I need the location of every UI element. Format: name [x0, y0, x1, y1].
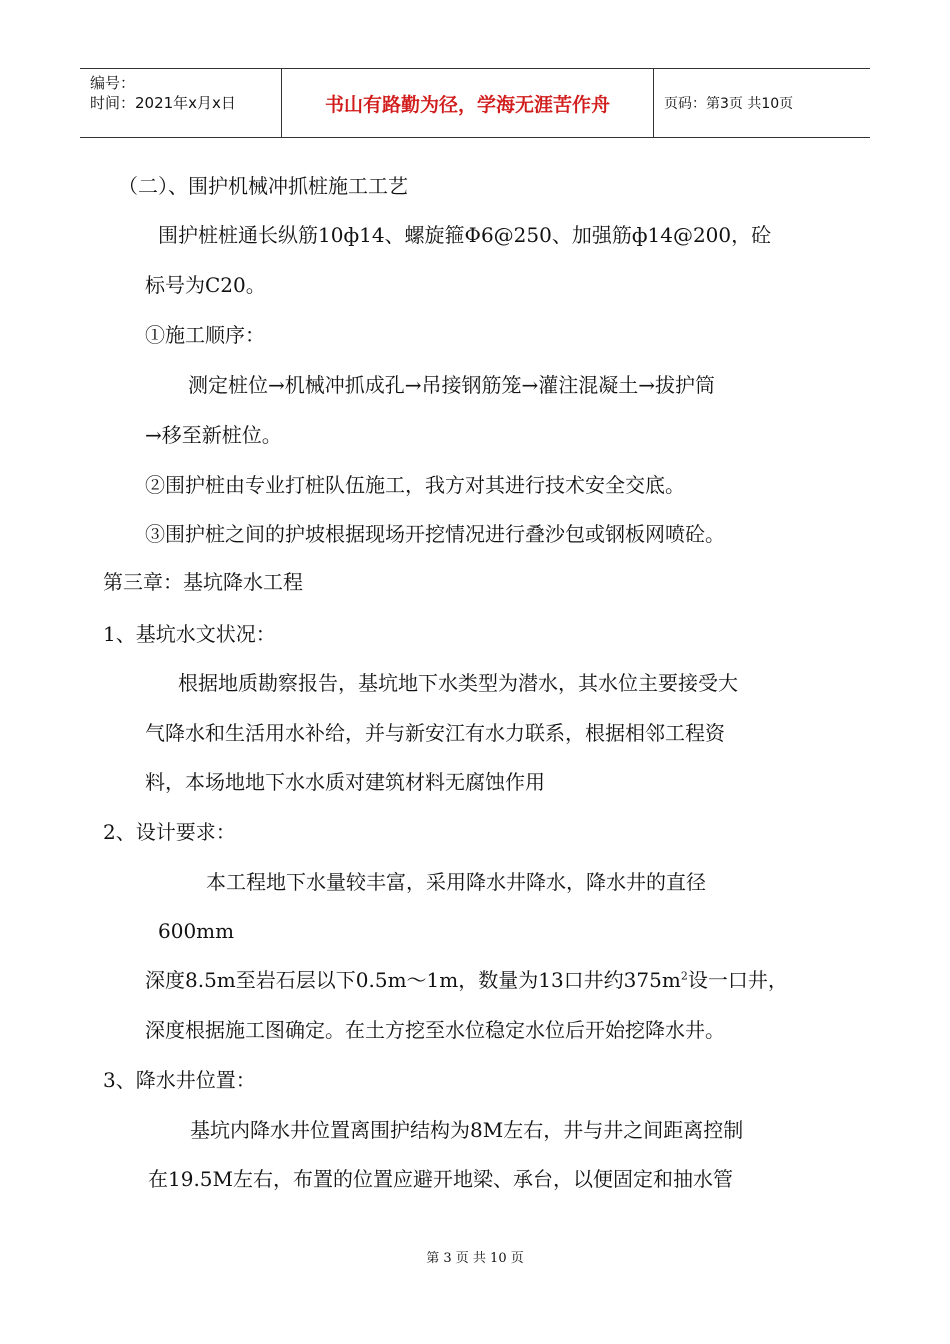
- paragraph-line: 围护桩桩通长纵筋10ф14、螺旋箍Φ6@250、加强筋ф14@200，砼: [158, 223, 772, 247]
- superscript: 2: [680, 969, 688, 983]
- paragraph-line: 600mm: [158, 919, 235, 943]
- list-item: ③围护桩之间的护坡根据现场开挖情况进行叠沙包或钢板网喷砼。: [145, 522, 725, 546]
- paragraph-line: 本工程地下水量较丰富，采用降水井降水，降水井的直径: [206, 870, 706, 894]
- subsection-heading: 3、降水井位置：: [103, 1068, 256, 1092]
- section-title: （二）、围护机械冲抓桩施工工艺: [118, 174, 408, 198]
- subsection-heading: 1、基坑水文状况：: [103, 622, 276, 646]
- paragraph-line: 气降水和生活用水补给，并与新安江有水力联系，根据相邻工程资: [145, 721, 725, 745]
- header-motto: 书山有路勤为径，学海无涯苦作舟: [282, 69, 654, 137]
- list-item: ②围护桩由专业打桩队伍施工，我方对其进行技术安全交底。: [145, 473, 685, 497]
- date-line: 时间：2021年x月x日: [90, 94, 236, 112]
- page-footer: 第 3 页 共 10 页: [426, 1251, 524, 1266]
- text-span: 深度8.5m至岩石层以下0.5m～1m，数量为13口井约375m: [145, 968, 681, 992]
- paragraph-line: 根据地质勘察报告，基坑地下水类型为潜水，其水位主要接受大: [178, 671, 738, 695]
- subsection-heading: 2、设计要求：: [103, 820, 236, 844]
- text-span: 设一口井，: [687, 968, 788, 992]
- header-meta: [80, 69, 282, 137]
- document-header: [80, 68, 870, 138]
- paragraph-line: 标号为C20。: [145, 273, 266, 297]
- paragraph-line: 在19.5M左右，布置的位置应避开地梁、承台，以便固定和抽水管: [148, 1167, 734, 1191]
- paragraph-line: 深度根据施工图确定。在土方挖至水位稳定水位后开始挖降水井。: [145, 1018, 725, 1042]
- chapter-heading: 第三章：基坑降水工程: [103, 570, 303, 594]
- number-label: 编号：: [90, 74, 136, 92]
- header-page-info: 页码：第3页 共10页: [664, 96, 794, 112]
- paragraph-line: 基坑内降水井位置离围护结构为8M左右，井与井之间距离控制: [190, 1118, 744, 1142]
- paragraph-line: [145, 967, 788, 993]
- paragraph-line: 料，本场地地下水水质对建筑材料无腐蚀作用: [145, 770, 545, 794]
- paragraph-line: 测定桩位→机械冲抓成孔→吊接钢筋笼→灌注混凝土→拔护筒: [188, 373, 716, 397]
- paragraph-line: →移至新桩位。: [145, 423, 282, 447]
- list-item: ①施工顺序：: [145, 323, 265, 347]
